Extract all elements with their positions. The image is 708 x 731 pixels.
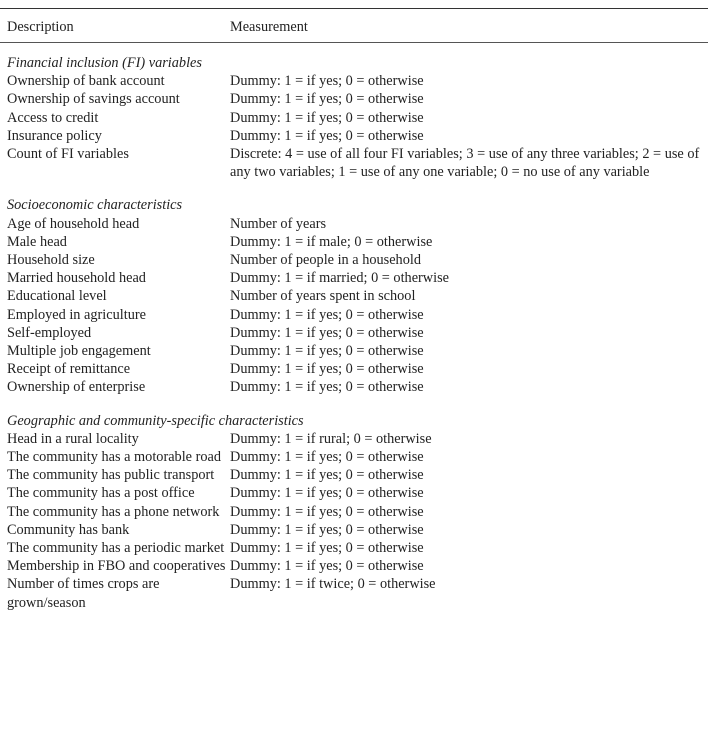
table-row [7, 306, 703, 324]
header-description: Description [7, 19, 74, 35]
row-measurement: Number of years spent in school [230, 288, 416, 305]
row-description: Employed in agriculture [7, 306, 146, 323]
table-row [7, 503, 703, 521]
row-description: Count of FI variables [7, 146, 129, 163]
table-row [7, 127, 703, 145]
row-description: Head in a rural locality [7, 430, 139, 447]
table-row [7, 466, 703, 484]
row-description: Married household head [7, 270, 146, 287]
table-row [7, 90, 703, 108]
row-measurement: Dummy: 1 = if yes; 0 = otherwise [230, 449, 424, 466]
table-row [7, 575, 703, 611]
row-measurement: Dummy: 1 = if yes; 0 = otherwise [230, 521, 424, 538]
row-measurement: Dummy: 1 = if yes; 0 = otherwise [230, 127, 424, 144]
section-heading-geographic: Geographic and community-specific characteristics [7, 412, 304, 429]
row-measurement: Dummy: 1 = if yes; 0 = otherwise [230, 324, 424, 341]
table-row [7, 269, 703, 287]
row-measurement: Dummy: 1 = if rural; 0 = otherwise [230, 430, 432, 447]
table-row [7, 342, 703, 360]
table-row [7, 448, 703, 466]
row-description: The community has a post office [7, 485, 195, 502]
table-row [7, 484, 703, 502]
row-description: Multiple job engagement [7, 343, 151, 360]
row-description: Community has bank [7, 521, 130, 538]
row-measurement: Dummy: 1 = if yes; 0 = otherwise [230, 343, 424, 360]
row-description: The community has a periodic market [7, 540, 225, 557]
row-measurement: Dummy: 1 = if yes; 0 = otherwise [230, 91, 424, 108]
row-description: Ownership of bank account [7, 73, 165, 90]
row-measurement: Dummy: 1 = if yes; 0 = otherwise [230, 558, 424, 575]
row-description: Number of times crops are grown/season [7, 576, 160, 611]
table-row [7, 72, 703, 90]
row-description: Receipt of remittance [7, 361, 131, 378]
row-description: Access to credit [7, 109, 99, 126]
section-heading-socioeconomic: Socioeconomic characteristics [7, 197, 183, 214]
row-description: The community has public transport [7, 467, 215, 484]
section-heading-financial-inclusion: Financial inclusion (FI) variables [7, 55, 202, 71]
table-row [7, 557, 703, 575]
row-description: Self-employed [7, 324, 92, 341]
row-measurement: Dummy: 1 = if yes; 0 = otherwise [230, 361, 424, 378]
row-description: Ownership of savings account [7, 91, 180, 108]
row-measurement: Dummy: 1 = if yes; 0 = otherwise [230, 306, 424, 323]
table-row [7, 251, 703, 269]
row-measurement: Dummy: 1 = if twice; 0 = otherwise [230, 576, 436, 593]
table-row [7, 215, 703, 233]
row-measurement: Dummy: 1 = if male; 0 = otherwise [230, 233, 433, 250]
table-row [7, 145, 703, 181]
table-row [7, 233, 703, 251]
row-description: Educational level [7, 288, 107, 305]
row-measurement: Number of people in a household [230, 252, 421, 269]
top-rule [0, 8, 708, 9]
row-measurement: Number of years [230, 215, 327, 232]
row-description: Ownership of enterprise [7, 379, 146, 396]
row-measurement: Dummy: 1 = if yes; 0 = otherwise [230, 540, 424, 557]
row-description: Age of household head [7, 215, 140, 232]
row-description: The community has a phone network [7, 503, 220, 520]
row-description: Insurance policy [7, 127, 102, 144]
row-measurement: Discrete: 4 = use of all four FI variables; 3 = use of any three variables; 2 = use of any two variables; 1 = use of any one variable; 0 = no use of any variable [230, 146, 700, 181]
table-row [7, 539, 703, 557]
row-measurement: Dummy: 1 = if yes; 0 = otherwise [230, 379, 424, 396]
table-row [7, 430, 703, 448]
header-measurement: Measurement [230, 19, 308, 35]
table-row [7, 378, 703, 396]
table-row [7, 109, 703, 127]
variables-table [7, 18, 703, 612]
table-header-row [7, 18, 703, 42]
row-measurement: Dummy: 1 = if yes; 0 = otherwise [230, 467, 424, 484]
row-description: Male head [7, 233, 67, 250]
row-description: Household size [7, 252, 95, 269]
row-measurement: Dummy: 1 = if yes; 0 = otherwise [230, 503, 424, 520]
row-measurement: Dummy: 1 = if married; 0 = otherwise [230, 270, 450, 287]
table-row [7, 360, 703, 378]
row-description: Membership in FBO and cooperatives [7, 558, 226, 575]
table-row [7, 324, 703, 342]
row-measurement: Dummy: 1 = if yes; 0 = otherwise [230, 109, 424, 126]
row-measurement: Dummy: 1 = if yes; 0 = otherwise [230, 485, 424, 502]
row-description: The community has a motorable road [7, 449, 221, 466]
table-row [7, 287, 703, 305]
table-row [7, 521, 703, 539]
row-measurement: Dummy: 1 = if yes; 0 = otherwise [230, 73, 424, 90]
